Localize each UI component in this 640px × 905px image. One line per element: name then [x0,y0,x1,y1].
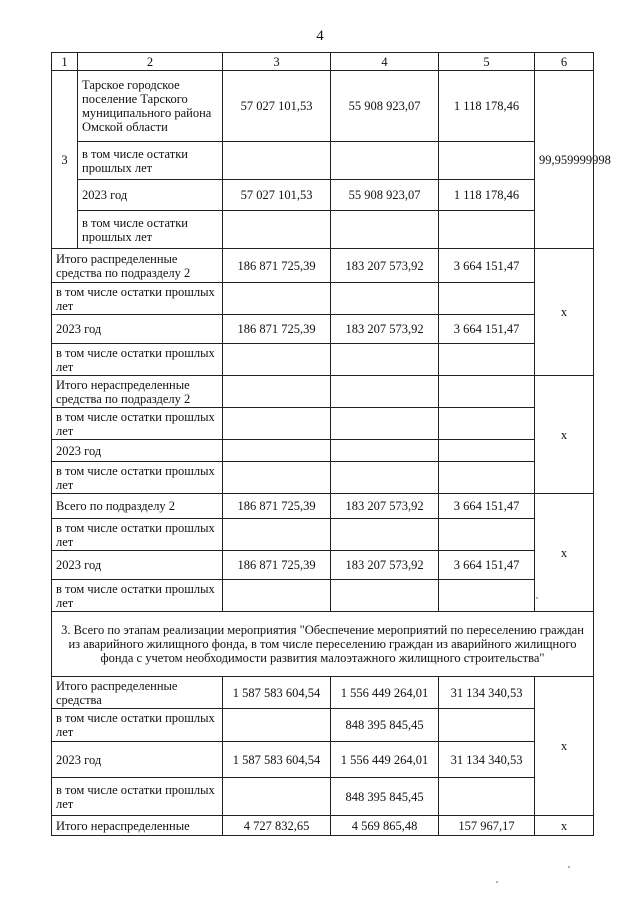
table-row [52,677,594,709]
value-cell: 186 871 725,39 [223,551,331,580]
row-label: 2023 год [52,742,223,778]
value-cell: 1 556 449 264,01 [331,677,439,709]
value-cell: 57 027 101,53 [223,71,331,142]
table-row [52,211,594,249]
table-row [52,462,594,494]
table-row [52,71,594,142]
header-cell-2: 2 [78,53,223,71]
table-row [52,816,594,836]
table-row [52,315,594,344]
row-label: в том числе остатки прошлых лет [52,408,223,440]
value-cell: 3 664 151,47 [439,551,535,580]
value-cell: 183 207 573,92 [331,551,439,580]
header-cell-5: 5 [439,53,535,71]
value-cell: 3 664 151,47 [439,494,535,519]
row-label: 2023 год [52,551,223,580]
x-cell: x [535,494,594,612]
value-cell: 55 908 923,07 [331,71,439,142]
value-cell: 183 207 573,92 [331,494,439,519]
table-row [52,580,594,612]
row-label: Всего по подразделу 2 [52,494,223,519]
row-number: 3 [52,71,78,249]
value-cell: 1 587 583 604,54 [223,742,331,778]
row-label: в том числе остатки прошлых лет [52,344,223,376]
budget-table [51,52,611,836]
value-cell: 186 871 725,39 [223,315,331,344]
header-cell-4: 4 [331,53,439,71]
percent-cell: 99,959999998 [535,71,594,249]
value-cell: 186 871 725,39 [223,249,331,283]
header-row [52,53,594,71]
row-label: в том числе остатки прошлых лет [52,283,223,315]
table-row [52,142,594,180]
row-label: в том числе остатки прошлых лет [78,142,223,180]
municipality-name: Тарское городское поселение Тарского муниципального района Омской области [78,71,223,142]
table-row [52,249,594,283]
value-cell: 848 395 845,45 [331,709,439,742]
table-row [52,408,594,440]
row-label: Итого распределенные средства [52,677,223,709]
value-cell: 55 908 923,07 [331,180,439,211]
table-row [52,344,594,376]
row-label: в том числе остатки прошлых лет [52,519,223,551]
value-cell: 31 134 340,53 [439,742,535,778]
section-heading-row [52,612,594,677]
value-cell: 1 556 449 264,01 [331,742,439,778]
row-label: в том числе остатки прошлых лет [78,211,223,249]
table-row [52,519,594,551]
table-row [52,283,594,315]
value-cell: 848 395 845,45 [331,778,439,816]
scan-speck [536,597,538,599]
value-cell: 157 967,17 [439,816,535,836]
row-label: Итого нераспределенные средства по подразделу 2 [52,376,223,408]
header-cell-6: 6 [535,53,594,71]
table-row [52,376,594,408]
value-cell: 57 027 101,53 [223,180,331,211]
row-label: в том числе остатки прошлых лет [52,462,223,494]
value-cell: 3 664 151,47 [439,315,535,344]
row-label: в том числе остатки прошлых лет [52,778,223,816]
table-row [52,742,594,778]
row-label: в том числе остатки прошлых лет [52,709,223,742]
value-cell: 183 207 573,92 [331,315,439,344]
scan-speck [568,866,570,868]
row-label: Итого нераспределенные [52,816,223,836]
header-cell-1: 1 [52,53,78,71]
value-cell: 1 587 583 604,54 [223,677,331,709]
x-cell: x [535,816,594,836]
value-cell: 183 207 573,92 [331,249,439,283]
table-row [52,440,594,462]
table-row [52,778,594,816]
value-cell: 4 727 832,65 [223,816,331,836]
row-label: 2023 год [52,440,223,462]
page-number: 4 [316,28,324,44]
table-row [52,494,594,519]
scan-speck [496,881,498,883]
row-label: 2023 год [78,180,223,211]
row-label: 2023 год [52,315,223,344]
x-cell: x [535,677,594,816]
value-cell: 31 134 340,53 [439,677,535,709]
x-cell: x [535,249,594,376]
section-heading: 3. Всего по этапам реализации мероприятия "Обеспечение мероприятий по переселению граждан из аварийного жилищного фонда, в том числе переселению граждан из аварийного жилищного фонда с учетом необходимости развития малоэтажного жилищного строительства" [52,612,594,677]
value-cell: 1 118 178,46 [439,71,535,142]
value-cell: 186 871 725,39 [223,494,331,519]
value-cell: 3 664 151,47 [439,249,535,283]
table-row [52,551,594,580]
row-label: в том числе остатки прошлых лет [52,580,223,612]
value-cell: 1 118 178,46 [439,180,535,211]
table-row [52,180,594,211]
row-label: Итого распределенные средства по подразделу 2 [52,249,223,283]
header-cell-3: 3 [223,53,331,71]
x-cell: x [535,376,594,494]
table-row [52,709,594,742]
value-cell: 4 569 865,48 [331,816,439,836]
